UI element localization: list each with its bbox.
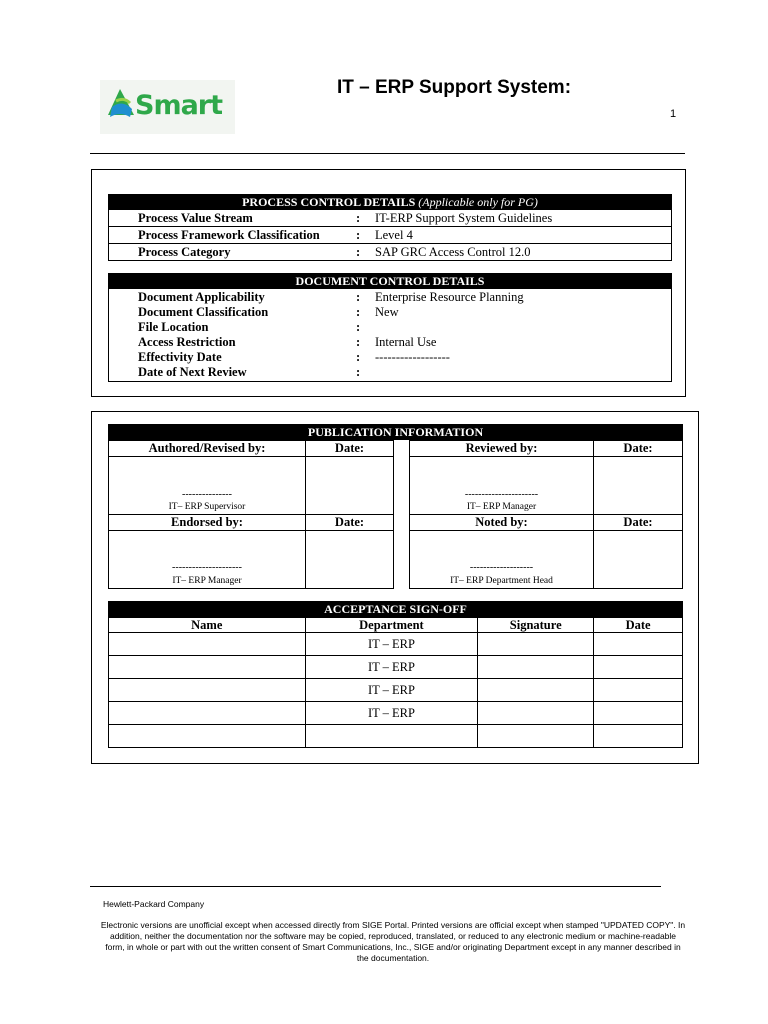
row-label: File Location <box>138 320 209 334</box>
document-control-heading: DOCUMENT CONTROL DETAILS <box>109 274 671 289</box>
row-label: Document Classification <box>138 305 269 319</box>
name-cell <box>109 633 306 656</box>
process-control-heading: PROCESS CONTROL DETAILS (Applicable only for PG) <box>109 195 671 210</box>
noted-signature-line: ------------------- <box>469 562 534 573</box>
department-cell <box>305 725 478 748</box>
table-row <box>109 725 683 748</box>
acceptance-header-row <box>109 618 683 633</box>
table-row <box>109 702 683 725</box>
row-colon: : <box>356 290 361 304</box>
smart-logo-icon <box>106 87 138 121</box>
row-value: IT-ERP Support System Guidelines <box>375 211 553 225</box>
name-column-header: Name <box>109 618 306 633</box>
date-cell <box>594 633 683 656</box>
endorsed-label: Endorsed by: <box>108 514 306 531</box>
document-row <box>109 289 671 304</box>
process-row <box>109 210 671 227</box>
row-label: Process Value Stream <box>138 211 253 225</box>
reviewed-date-label: Date: <box>593 440 683 457</box>
table-row <box>109 656 683 679</box>
row-label: Date of Next Review <box>138 365 247 379</box>
signature-cell <box>478 725 594 748</box>
page-number: 1 <box>670 108 677 120</box>
page-title: IT – ERP Support System: <box>337 77 572 98</box>
row-label: Effectivity Date <box>138 350 222 364</box>
row-colon: : <box>356 320 361 334</box>
footer-divider <box>90 886 661 887</box>
noted-date-cell <box>593 530 683 589</box>
endorsed-date-label: Date: <box>305 514 394 531</box>
endorsed-role: IT– ERP Manager <box>172 576 242 586</box>
reviewed-date-cell <box>593 456 683 515</box>
process-control-table <box>108 194 672 261</box>
row-value: SAP GRC Access Control 12.0 <box>375 245 531 259</box>
row-label: Process Category <box>138 245 231 259</box>
department-cell: IT – ERP <box>305 656 478 679</box>
signature-column-header: Signature <box>478 618 594 633</box>
header-divider <box>90 153 685 154</box>
date-cell <box>594 679 683 702</box>
noted-date-label: Date: <box>593 514 683 531</box>
company-logo <box>100 80 235 134</box>
department-column-header: Department <box>305 618 478 633</box>
process-row <box>109 244 671 260</box>
acceptance-heading: ACCEPTANCE SIGN-OFF <box>108 601 683 617</box>
date-column-header: Date <box>594 618 683 633</box>
endorsed-date-cell <box>305 530 394 589</box>
row-colon: : <box>356 305 361 319</box>
row-colon: : <box>356 211 361 225</box>
department-cell: IT – ERP <box>305 702 478 725</box>
reviewed-label: Reviewed by: <box>409 440 594 457</box>
document-control-table <box>108 273 672 382</box>
reviewed-signature-line: ---------------------- <box>464 489 539 500</box>
name-cell <box>109 725 306 748</box>
name-cell <box>109 679 306 702</box>
row-value: Enterprise Resource Planning <box>375 290 524 304</box>
document-row <box>109 304 671 319</box>
document-row <box>109 319 671 334</box>
process-row <box>109 227 671 244</box>
document-row <box>109 364 671 379</box>
row-label: Access Restriction <box>138 335 236 349</box>
date-cell <box>594 725 683 748</box>
authored-role: IT– ERP Supervisor <box>168 502 246 512</box>
signature-cell <box>478 702 594 725</box>
signature-cell <box>478 656 594 679</box>
document-row <box>109 349 671 364</box>
name-cell <box>109 656 306 679</box>
logo-wordmark: Smart <box>135 90 223 121</box>
reviewed-role: IT– ERP Manager <box>466 502 537 512</box>
noted-label: Noted by: <box>409 514 594 531</box>
row-colon: : <box>356 365 361 379</box>
department-cell: IT – ERP <box>305 679 478 702</box>
signature-cell <box>478 679 594 702</box>
process-control-note: (Applicable only for PG) <box>418 195 538 209</box>
row-colon: : <box>356 350 361 364</box>
table-row <box>109 679 683 702</box>
row-colon: : <box>356 245 361 259</box>
signature-cell <box>478 633 594 656</box>
document-row <box>109 334 671 349</box>
date-cell <box>594 656 683 679</box>
row-label: Document Applicability <box>138 290 265 304</box>
authored-label: Authored/Revised by: <box>108 440 306 457</box>
authored-date-cell <box>305 456 394 515</box>
department-cell: IT – ERP <box>305 633 478 656</box>
authored-date-label: Date: <box>305 440 394 457</box>
table-row <box>109 633 683 656</box>
row-value: Internal Use <box>375 335 437 349</box>
row-colon: : <box>356 228 361 242</box>
endorsed-signature-line: --------------------- <box>172 562 242 573</box>
acceptance-table <box>108 617 683 748</box>
publication-heading: PUBLICATION INFORMATION <box>108 424 683 440</box>
authored-signature-line: --------------- <box>182 489 232 500</box>
footer-notice: Electronic versions are unofficial except when accessed directly from SIGE Portal. Printed versions are official except when stamped "UPDATED COPY". In addition, neither the documentation nor the software may be copied, reproduced, translated, or reduced to any electronic medium or machine-readable form, in whole or part with out the written consent of Smart Communications, Inc., SIGE and/or originating Department except in any manner described in the documentation. <box>100 920 686 963</box>
row-value: ------------------ <box>375 350 450 364</box>
row-value: Level 4 <box>375 228 413 242</box>
row-value: New <box>375 305 399 319</box>
footer-company: Hewlett-Packard Company <box>103 899 205 909</box>
noted-role: IT– ERP Department Head <box>450 576 553 586</box>
name-cell <box>109 702 306 725</box>
row-label: Process Framework Classification <box>138 228 320 242</box>
row-colon: : <box>356 335 361 349</box>
date-cell <box>594 702 683 725</box>
